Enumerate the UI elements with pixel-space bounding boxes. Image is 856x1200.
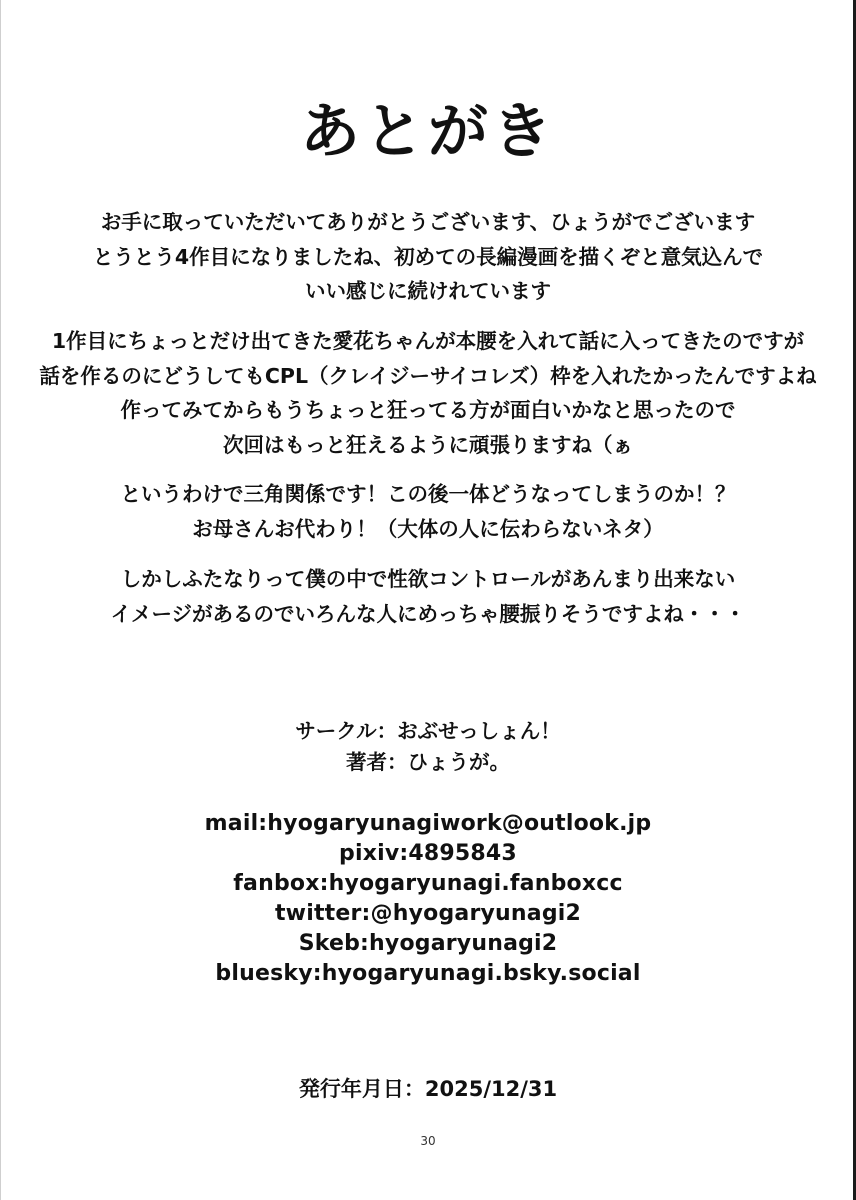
contact-pixiv: pixiv:4895843 — [339, 841, 517, 866]
paragraph-line: 話を作るのにどうしてもCPL（クレイジーサイコレズ）枠を入れたかったんですよね — [39, 363, 817, 388]
paragraph-line: お手に取っていただいてありがとうございます、ひょうがでございます — [100, 210, 756, 234]
paragraph-line: イメージがあるのでいろんな人にめっちゃ腰振りそうですよね・・・ — [110, 601, 746, 626]
paragraph-character-notes — [0, 324, 856, 462]
paragraph-line: とうとう4作目になりましたね、初めての長編漫画を描くぞと意気込んで — [92, 244, 764, 269]
contact-twitter: twitter:@hyogaryunagi2 — [274, 901, 582, 926]
release-date: 発行年月日：2025/12/31 — [298, 1077, 558, 1101]
paragraph-line: 1作目にちょっとだけ出てきた愛花ちゃんが本腰を入れて話に入ってきたのですが — [51, 329, 805, 353]
credits-block — [0, 716, 856, 778]
paragraph-line: いい感じに続けれています — [305, 279, 551, 303]
contact-bluesky: bluesky:hyogaryunagi.bsky.social — [215, 961, 641, 986]
paragraph-line: というわけで三角関係です！この後一体どうなってしまうのか！？ — [120, 482, 736, 506]
paragraph-line: 次回はもっと狂えるように頑張りますね（ぁ — [223, 432, 633, 457]
contact-fanbox: fanbox:hyogaryunagi.fanboxcc — [233, 871, 623, 896]
paragraph-line: しかしふたなりって僕の中で性欲コントロールがあんまり出来ない — [120, 567, 736, 591]
author-name: 著者：ひょうが。 — [346, 750, 510, 774]
contact-list — [0, 809, 856, 989]
page-number: 30 — [420, 1134, 436, 1148]
paragraph-line: お母さんお代わり！（大体の人に伝わらないネタ） — [192, 516, 664, 541]
paragraph-closing-remark — [0, 562, 856, 631]
paragraph-love-triangle — [0, 477, 856, 546]
paragraph-line: 作ってみてからもうちょっと狂ってる方が面白いかなと思ったので — [120, 398, 736, 422]
contact-skeb: Skeb:hyogaryunagi2 — [298, 931, 558, 956]
paragraph-greeting — [0, 205, 856, 309]
circle-name: サークル：おぶせっしょん！ — [295, 719, 561, 743]
contact-mail: mail:hyogaryunagiwork@outlook.jp — [204, 811, 652, 836]
page-title: あとがき — [300, 97, 556, 167]
